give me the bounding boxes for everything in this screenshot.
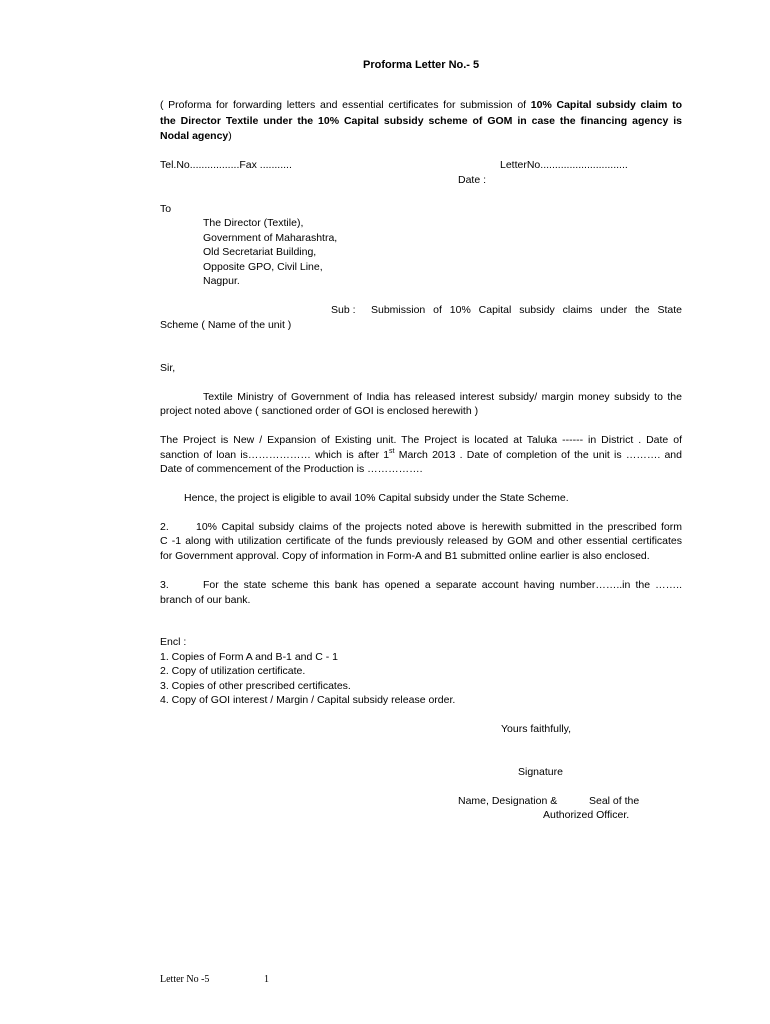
ordinal-superscript: st xyxy=(389,448,395,455)
seal-label: Seal of the xyxy=(589,795,640,807)
paragraph-4-number: 2. xyxy=(160,521,169,533)
address-line: The Director (Textile), xyxy=(203,217,304,229)
intro-text: ( Proforma for forwarding letters and essential certificates for submission of xyxy=(160,99,531,111)
footer-letter-number: Letter No -5 xyxy=(160,974,210,985)
yours-faithfully: Yours faithfully, xyxy=(501,723,572,735)
intro-line-2: the Director Textile under the 10% Capital subsidy scheme of GOM in case the financing agency is xyxy=(160,115,682,127)
name-designation: Name, Designation & xyxy=(458,795,558,807)
page-title: Proforma Letter No.- 5 xyxy=(363,59,480,71)
paragraph-5-line-1: For the state scheme this bank has opened a separate account having number……..in the …….. xyxy=(203,579,682,591)
para-text: sanction of loan is……………… which is after 1 xyxy=(160,449,390,461)
paragraph-4-line-3: for Government approval. Copy of information in Form-A and B1 submitted online earlier is also enclosed. xyxy=(160,550,650,562)
paragraph-4-line-1: 10% Capital subsidy claims of the projects noted above is herewith submitted in the prescribed form xyxy=(196,521,682,533)
paragraph-4-line-2: C -1 along with utilization certificate of the funds previously released by GOM and other essential certificates xyxy=(160,535,682,547)
address-line: Opposite GPO, Civil Line, xyxy=(203,261,323,273)
tel-fax: Tel.No.................Fax ........... xyxy=(160,159,292,171)
to-label: To xyxy=(160,203,172,215)
date-label: Date : xyxy=(458,174,487,186)
letter-number: LetterNo.............................. xyxy=(500,159,628,171)
enclosure-item: 2. Copy of utilization certificate. xyxy=(160,665,306,677)
enclosures-label: Encl : xyxy=(160,636,187,648)
subject-label: Sub : xyxy=(331,304,356,316)
paragraph-2-line-2 xyxy=(160,448,682,462)
paragraph-1-line-1: Textile Ministry of Government of India has released interest subsidy/ margin money subsidy to the xyxy=(203,391,682,403)
intro-bold-text: Nodal agency xyxy=(160,130,229,142)
intro-text: ) xyxy=(228,130,232,142)
salutation: Sir, xyxy=(160,362,176,374)
intro-bold-text: 10% Capital subsidy claim to xyxy=(530,99,682,111)
paragraph-2-line-3: Date of commencement of the Production is ……………. xyxy=(160,463,423,475)
enclosure-item: 4. Copy of GOI interest / Margin / Capital subsidy release order. xyxy=(160,694,456,706)
enclosure-item: 3. Copies of other prescribed certificates. xyxy=(160,680,351,692)
address-line: Old Secretariat Building, xyxy=(203,246,317,258)
address-line: Nagpur. xyxy=(203,275,240,287)
page-number: 1 xyxy=(264,974,269,985)
address-line: Government of Maharashtra, xyxy=(203,232,338,244)
paragraph-5-line-2: branch of our bank. xyxy=(160,594,251,606)
intro-line-3 xyxy=(160,129,232,143)
subject-line-2: Scheme ( Name of the unit ) xyxy=(160,319,292,331)
signature-label: Signature xyxy=(518,766,563,778)
paragraph-2-line-1: The Project is New / Expansion of Existing unit. The Project is located at Taluka ------ in District . Date of xyxy=(160,434,682,446)
paragraph-1-line-2: project noted above ( sanctioned order of GOI is enclosed herewith ) xyxy=(160,405,479,417)
para-text: March 2013 . Date of completion of the unit is ………. and xyxy=(394,449,682,461)
subject-text: Submission of 10% Capital subsidy claims under the State xyxy=(371,304,682,316)
intro-line-1 xyxy=(160,98,682,112)
paragraph-3: Hence, the project is eligible to avail 10% Capital subsidy under the State Scheme. xyxy=(184,492,569,504)
authorized-officer: Authorized Officer. xyxy=(543,809,630,821)
enclosure-item: 1. Copies of Form A and B-1 and C - 1 xyxy=(160,651,339,663)
paragraph-5-number: 3. xyxy=(160,579,169,591)
